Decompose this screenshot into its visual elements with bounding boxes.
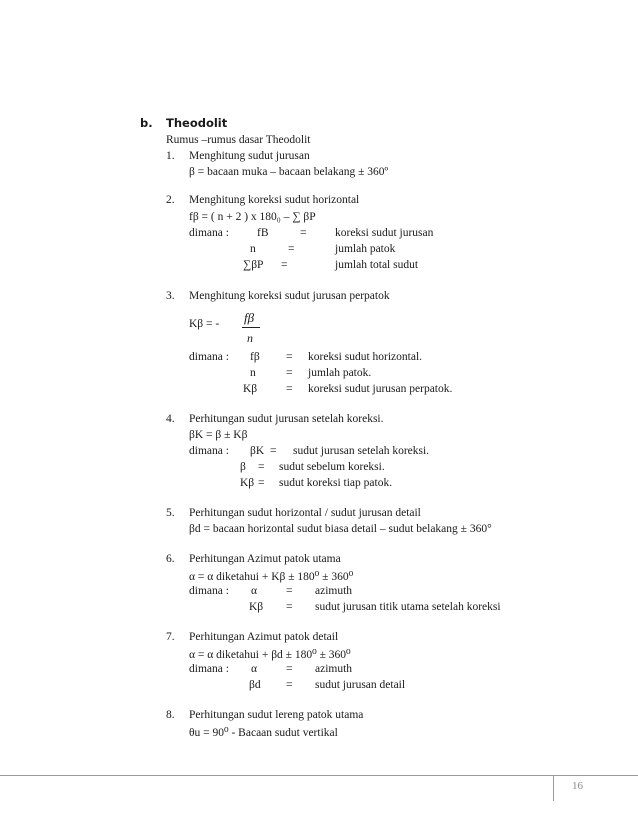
definition-description: azimuth [315,663,353,675]
fraction-bar [242,327,260,328]
definition-symbol: n [250,243,256,255]
definition-symbol: β [240,461,246,473]
definition-description: koreksi sudut horizontal. [308,351,423,363]
definition-equals: = [286,601,293,613]
definition-symbol: βK [250,445,265,457]
definition-symbol: Kβ [243,383,258,395]
definition-description: koreksi sudut jurusan perpatok. [308,383,453,395]
section-title: Theodolit [166,116,228,130]
item-title: Menghitung sudut jurusan [189,150,310,162]
definition-symbol: fβ [250,351,260,363]
formula: θu = 90⁰ - Bacaan sudut vertikal [189,727,338,739]
definition-description: sudut jurusan detail [315,679,406,691]
definition-equals: = [286,585,293,597]
item-title: Perhitungan sudut lereng patok utama [189,709,364,721]
formula: βK = β ± Kβ [189,429,248,441]
fraction-denominator: n [247,331,253,345]
item-number: 6. [166,553,175,565]
footer-rule [0,775,638,776]
definition-description: jumlah total sudut [335,259,419,271]
definition-description: koreksi sudut jurusan [335,227,434,239]
footer-divider [553,775,554,801]
section-letter: b. [140,116,153,130]
definition-description: azimuth [315,585,353,597]
definition-description: sudut jurusan setelah koreksi. [293,445,430,457]
definition-equals: = [286,351,293,363]
definition-prefix: dimana : [189,445,229,457]
definition-prefix: dimana : [189,351,229,363]
definition-symbol: n [250,367,256,379]
definition-symbol: Kβ [249,601,264,613]
definition-symbol: α [251,585,258,597]
formula: βd = bacaan horizontal sudut biasa detail – sudut belakang ± 360° [189,523,492,535]
definition-equals: = [286,679,293,691]
definition-description: jumlah patok [335,243,396,255]
formula: α = α diketahui + Kβ ± 180⁰ ± 360⁰ [189,571,354,583]
item-number: 8. [166,709,175,721]
definition-equals: = [258,461,265,473]
section-intro: Rumus –rumus dasar Theodolit [166,134,311,146]
item-number: 1. [166,150,175,162]
formula: β = bacaan muka – bacaan belakang ± 360º [189,166,389,178]
definition-prefix: dimana : [189,585,229,597]
definition-symbol: ∑βP [243,259,264,271]
item-number: 5. [166,507,175,519]
fraction-numerator: fβ [244,310,255,325]
formula: α = α diketahui + βd ± 180⁰ ± 360⁰ [189,649,351,661]
definition-equals: = [258,477,265,489]
definition-description: sudut sebelum koreksi. [279,461,385,473]
item-title: Menghitung koreksi sudut jurusan perpatok [189,290,390,302]
item-title: Perhitungan sudut horizontal / sudut jurusan detail [189,507,421,519]
definition-symbol: fB [257,227,269,239]
page-number: 16 [572,780,583,792]
item-title: Perhitungan Azimut patok utama [189,553,341,565]
item-number: 2. [166,194,175,206]
definition-equals: = [286,383,293,395]
item-number: 4. [166,413,175,425]
definition-description: jumlah patok. [308,367,372,379]
item-number: 3. [166,290,175,302]
item-number: 7. [166,631,175,643]
definition-equals: = [286,367,293,379]
item-title: Perhitungan sudut jurusan setelah koreksi. [189,413,384,425]
formula-lhs: Kβ = - [189,318,220,330]
item-title: Menghitung koreksi sudut horizontal [189,194,360,206]
definition-equals: = [288,243,295,255]
definition-equals: = [300,227,307,239]
definition-symbol: βd [249,679,261,691]
definition-prefix: dimana : [189,227,229,239]
definition-prefix: dimana : [189,663,229,675]
definition-description: sudut jurusan titik utama setelah koreksi [315,601,501,613]
definition-equals: = [281,259,288,271]
formula: fβ = ( n + 2 ) x 180₀ – ∑ βP [189,211,316,223]
definition-symbol: Kβ [240,477,255,489]
item-title: Perhitungan Azimut patok detail [189,631,339,643]
definition-description: sudut koreksi tiap patok. [279,477,393,489]
definition-equals: = [286,663,293,675]
definition-symbol: α [251,663,258,675]
definition-equals: = [270,445,277,457]
